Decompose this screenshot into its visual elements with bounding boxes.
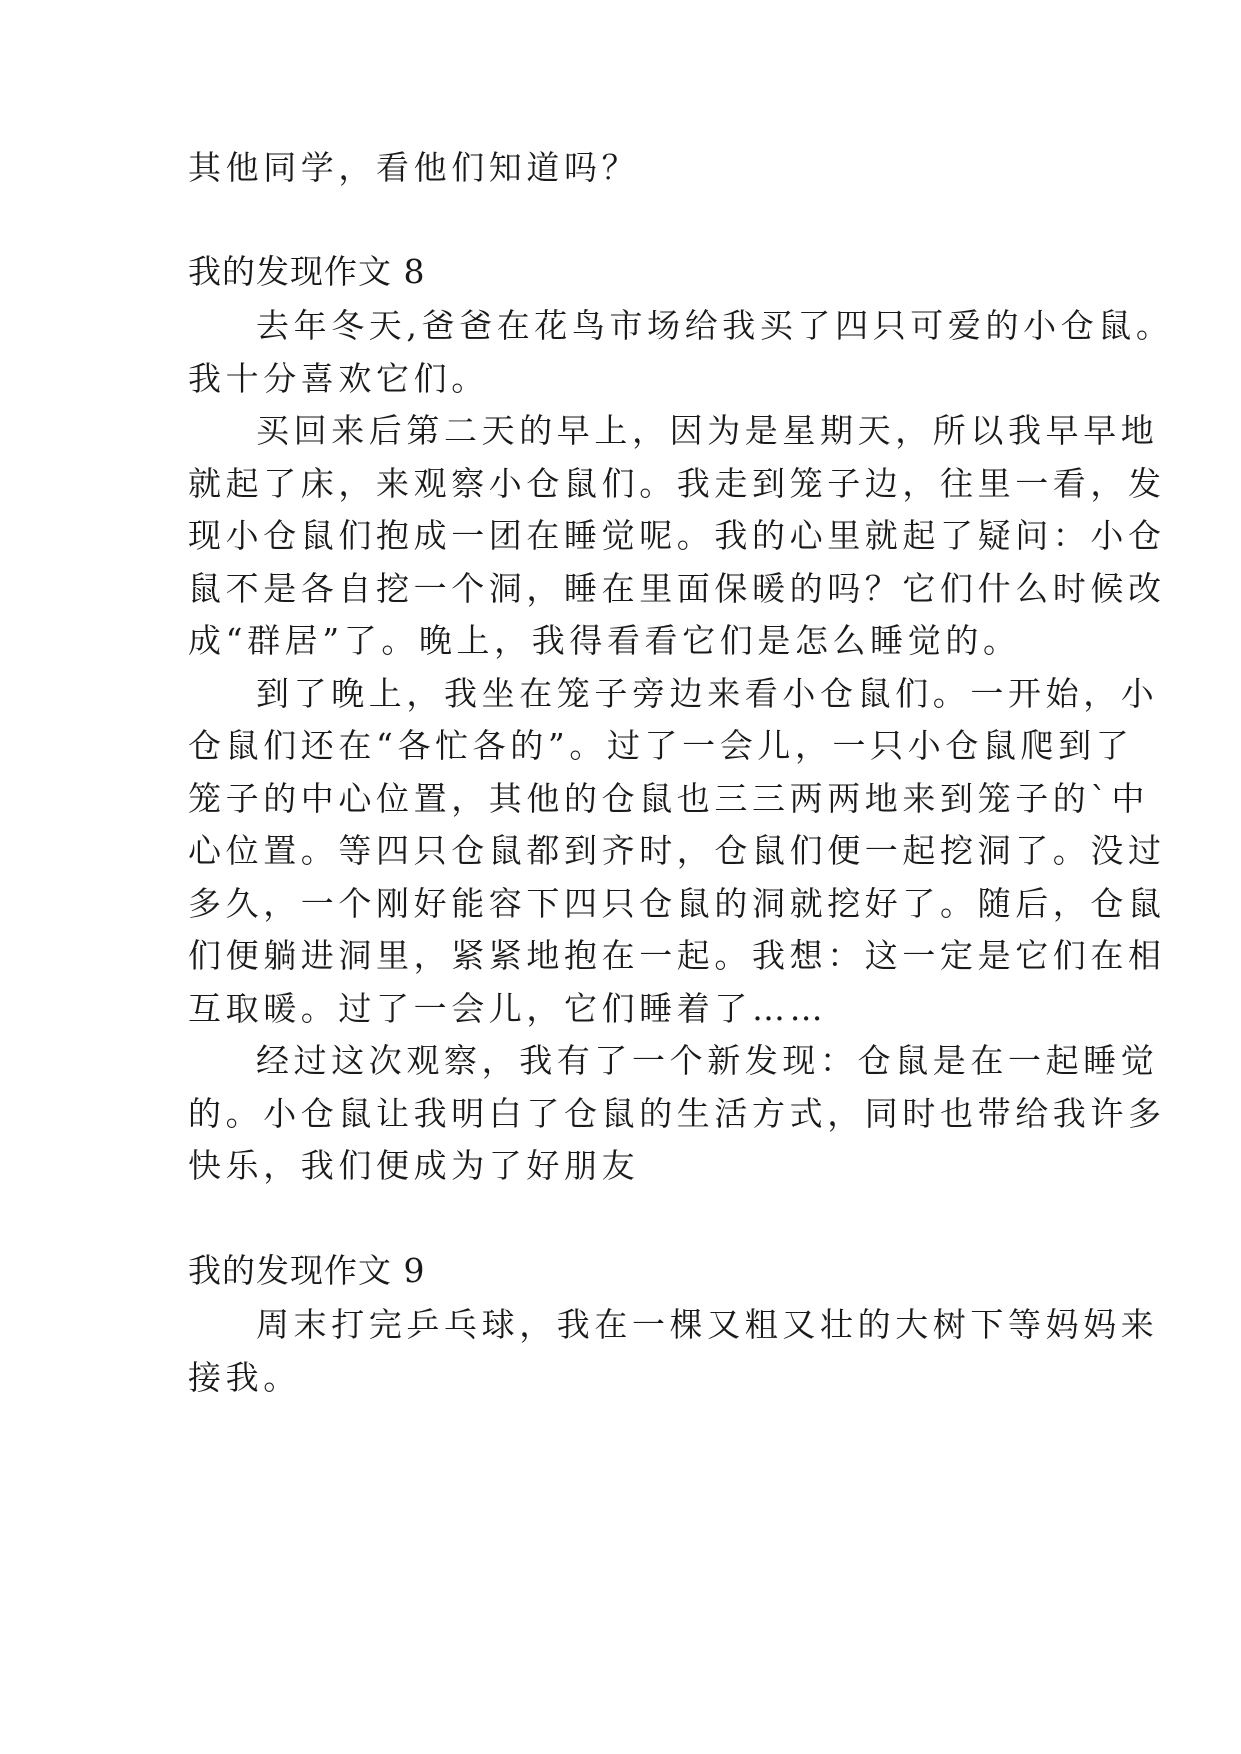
paragraph-line: 们便躺进洞里，紧紧地抱在一起。我想：这一定是它们在相 [188, 936, 1166, 975]
section-title: 我的发现作文 9 [188, 1251, 426, 1290]
paragraph-line: 买回来后第二天的早上，因为是星期天，所以我早早地 [256, 411, 1159, 450]
paragraph-line: 周末打完乒乓球，我在一棵又粗又壮的大树下等妈妈来 [256, 1305, 1159, 1344]
paragraph-line: 接我。 [188, 1358, 301, 1397]
paragraph-line: 去年冬天,爸爸在花鸟市场给我买了四只可爱的小仓鼠。 [256, 306, 1174, 345]
intro-line: 其他同学，看他们知道吗？ [188, 148, 640, 187]
paragraph-line: 就起了床，来观察小仓鼠们。我走到笼子边，往里一看，发 [188, 464, 1166, 503]
paragraph-line: 笼子的中心位置，其他的仓鼠也三三两两地来到笼子的`中 [188, 779, 1150, 818]
paragraph-line: 快乐，我们便成为了好朋友 [188, 1146, 640, 1185]
paragraph-line: 成“群居”了。晚上，我得看看它们是怎么睡觉的。 [188, 621, 1021, 660]
paragraph-line: 鼠不是各自挖一个洞，睡在里面保暖的吗？它们什么时候改 [188, 569, 1166, 608]
paragraph-line: 我十分喜欢它们。 [188, 359, 489, 398]
paragraph-line: 仓鼠们还在“各忙各的”。过了一会儿，一只小仓鼠爬到了 [188, 726, 1134, 765]
paragraph-line: 经过这次观察，我有了一个新发现：仓鼠是在一起睡觉 [256, 1041, 1159, 1080]
section-title: 我的发现作文 8 [188, 252, 426, 291]
paragraph-line: 互取暖。过了一会儿，它们睡着了…… [188, 989, 828, 1028]
paragraph-line: 多久，一个刚好能容下四只仓鼠的洞就挖好了。随后，仓鼠 [188, 884, 1166, 923]
paragraph-line: 的。小仓鼠让我明白了仓鼠的生活方式，同时也带给我许多 [188, 1094, 1166, 1133]
paragraph-line: 心位置。等四只仓鼠都到齐时，仓鼠们便一起挖洞了。没过 [188, 831, 1166, 870]
paragraph-line: 到了晚上，我坐在笼子旁边来看小仓鼠们。一开始，小 [256, 674, 1159, 713]
paragraph-line: 现小仓鼠们抱成一团在睡觉呢。我的心里就起了疑问：小仓 [188, 516, 1166, 555]
